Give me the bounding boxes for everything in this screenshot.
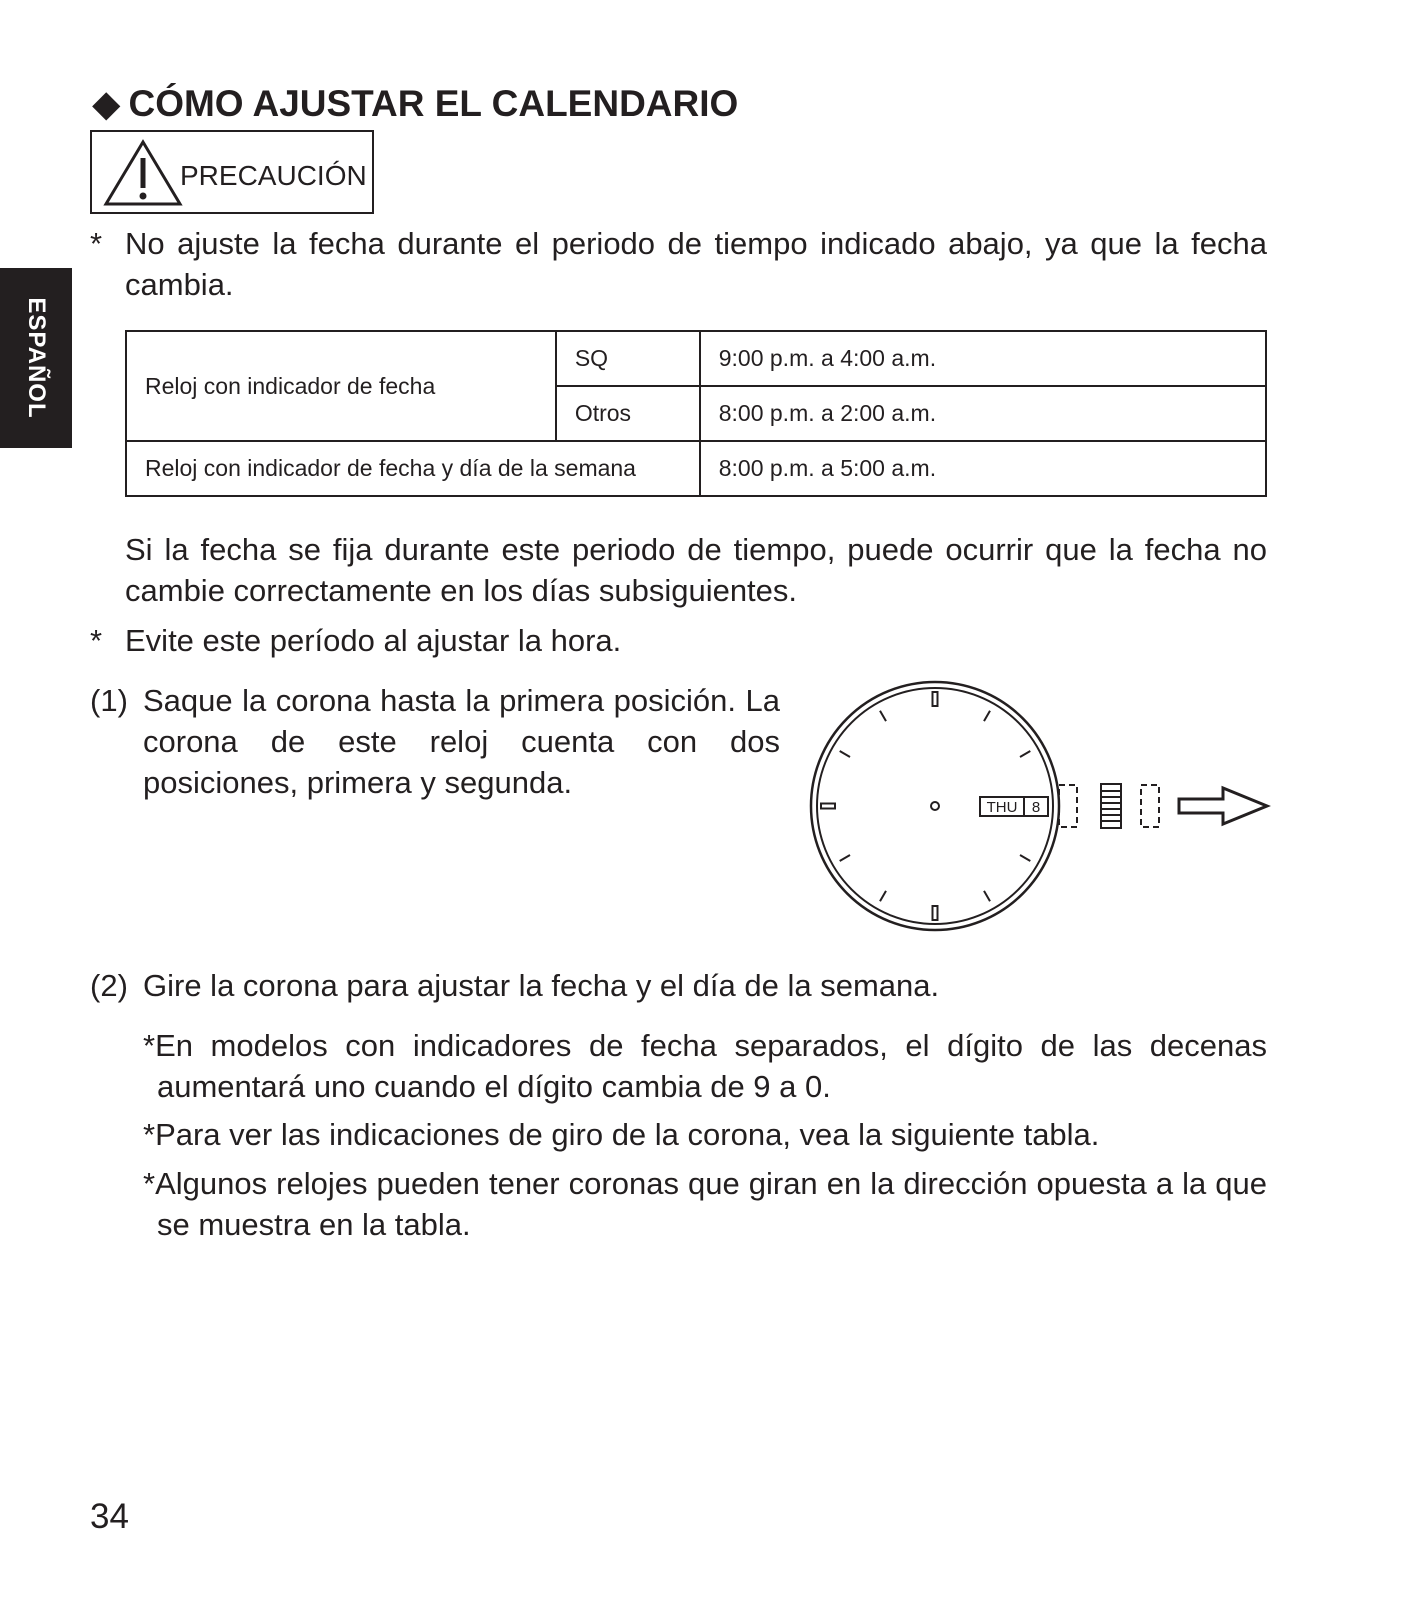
step1-text: Saque la corona hasta la primera posición. La corona de este reloj cuenta con dos posiciones, primera y segunda. — [143, 683, 780, 800]
period-explanation: Si la fecha se fija durante este periodo de tiempo, puede ocurrir que la fecha no cambie correctamente en los días subsiguientes. — [125, 532, 1267, 608]
date-window: 8 — [1031, 799, 1041, 816]
note1-text: No ajuste la fecha durante el periodo de tiempo indicado abajo, ya que la fecha cambia. — [125, 226, 1267, 302]
day-window: THU — [986, 799, 1018, 816]
diamond-bullet-icon: ◆ — [92, 83, 121, 124]
caution-label: PRECAUCIÓN — [180, 160, 367, 191]
table-row — [126, 331, 1266, 386]
table-cell-watch-type: Reloj con indicador de fecha y día de la semana — [126, 441, 700, 496]
page-number: 34 — [90, 1497, 129, 1536]
language-label: ESPAÑOL — [23, 297, 50, 419]
note2-asterisk: * — [90, 623, 103, 658]
table-cell-watch-type: Reloj con indicador de fecha — [126, 331, 556, 441]
table-cell-period: 8:00 p.m. a 2:00 a.m. — [700, 386, 1266, 441]
language-side-tab — [0, 268, 72, 448]
section-title — [92, 82, 738, 125]
watch-dial-icon — [811, 682, 1059, 930]
section-title-text: CÓMO AJUSTAR EL CALENDARIO — [128, 83, 739, 124]
sub-note-see-table: *Para ver las indicaciones de giro de la corona, vea la siguiente tabla. — [143, 1117, 1100, 1152]
crown-icon — [1101, 784, 1121, 828]
sub-note-separated-digits: *En modelos con indicadores de fecha separados, el dígito de las decenas aumentará uno cuando el dígito cambia de 9 a 0. — [143, 1028, 1267, 1104]
table-row — [126, 441, 1266, 496]
warning-triangle-icon — [102, 138, 184, 208]
crown-pull-diagram — [805, 678, 1275, 936]
step2-text: Gire la corona para ajustar la fecha y el día de la semana. — [143, 968, 940, 1003]
date-change-period-table — [125, 330, 1267, 497]
caution-box — [90, 130, 374, 214]
table-cell-model: Otros — [556, 386, 700, 441]
sub-note-opposite-direction: *Algunos relojes pueden tener coronas que giran en la dirección opuesta a la que se muestra en la tabla. — [143, 1166, 1267, 1242]
pull-arrow-icon — [1179, 788, 1267, 824]
note1-asterisk: * — [90, 226, 103, 261]
crown-position-0-icon — [1059, 785, 1077, 827]
crown-position-2-icon — [1141, 785, 1159, 827]
table-cell-period: 8:00 p.m. a 5:00 a.m. — [700, 441, 1266, 496]
step1-number: (1) — [90, 683, 128, 718]
table-cell-model: SQ — [556, 331, 700, 386]
table-cell-period: 9:00 p.m. a 4:00 a.m. — [700, 331, 1266, 386]
step2-number: (2) — [90, 968, 128, 1003]
note2-text: Evite este período al ajustar la hora. — [125, 623, 622, 658]
